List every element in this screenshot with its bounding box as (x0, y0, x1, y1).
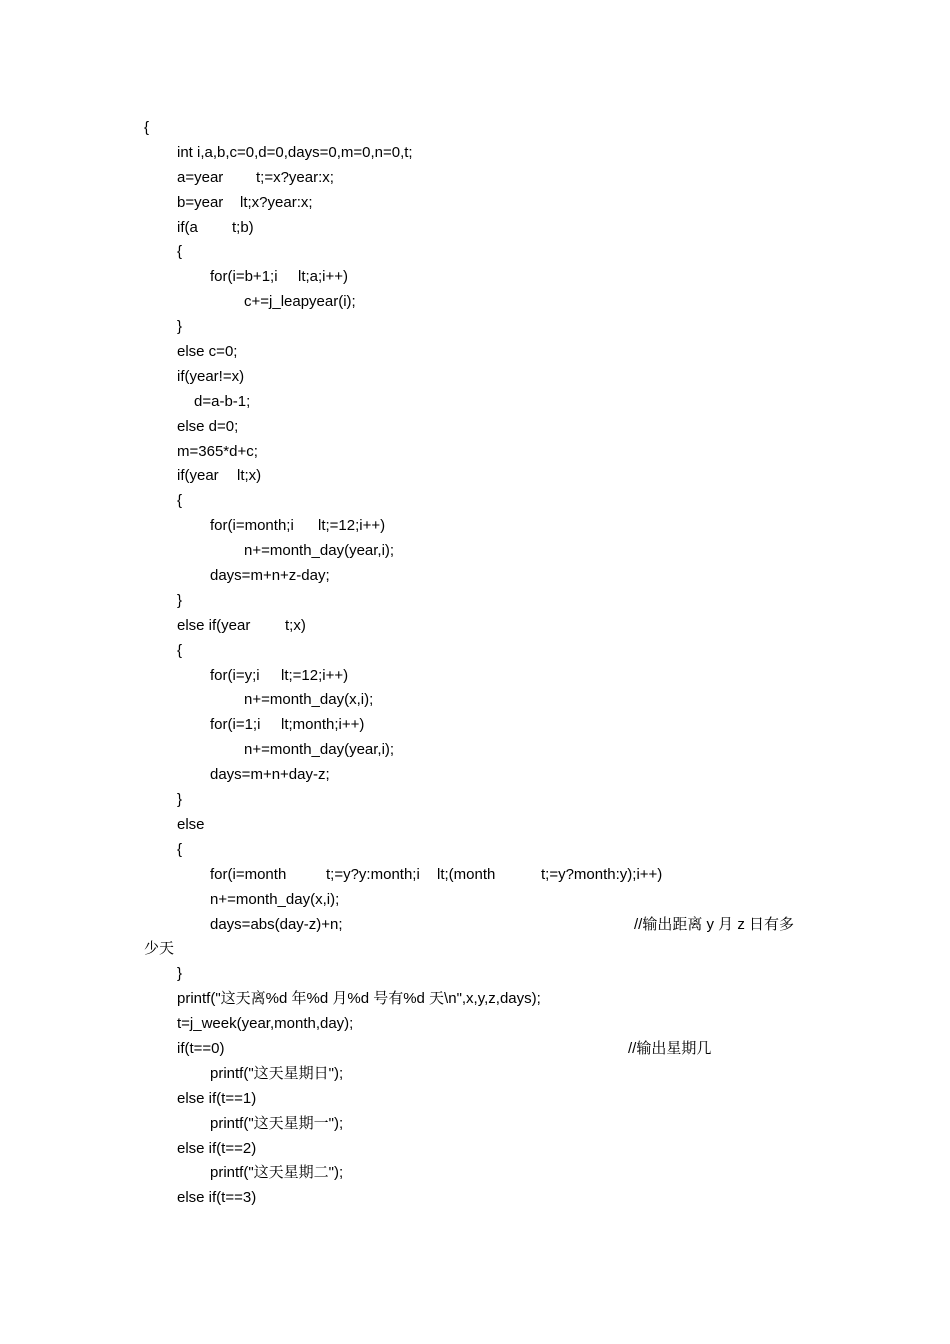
code-line (144, 1037, 824, 1062)
code-text: printf("这天星期日"); (210, 1064, 344, 1082)
code-text: a=year (177, 168, 224, 186)
code-text: { (177, 641, 183, 659)
code-text: for(i=b+1;i (210, 268, 278, 286)
code-text-continued: lt;x) (237, 467, 262, 485)
code-text-continued: lt;month;i++) (281, 716, 365, 734)
code-line (144, 614, 824, 639)
code-line (144, 464, 824, 489)
code-line (144, 589, 824, 614)
code-text: n+=month_day(year,i); (244, 542, 395, 560)
code-line (144, 216, 824, 241)
code-line (144, 987, 824, 1012)
code-line (144, 440, 824, 465)
code-line (144, 564, 824, 589)
code-line (144, 1087, 824, 1112)
code-text: c+=j_leapyear(i); (244, 293, 356, 311)
code-text: else d=0; (177, 417, 239, 435)
code-text: m=365*d+c; (177, 442, 258, 460)
code-line (144, 713, 824, 738)
code-text-continued: t;=y?y:month;i (326, 865, 420, 883)
code-text: else if(t==3) (177, 1189, 257, 1207)
code-text-continued: t;x) (285, 616, 306, 634)
code-line (144, 639, 824, 664)
code-line (144, 962, 824, 987)
code-text-continued: lt;x?year:x; (240, 193, 313, 211)
code-text: } (177, 591, 183, 609)
code-line (144, 265, 824, 290)
code-line (144, 1137, 824, 1162)
code-text-continued: t;=y?month:y);i++) (541, 865, 663, 883)
code-text: { (177, 840, 183, 858)
code-text: n+=month_day(year,i); (244, 741, 395, 759)
code-text: 少天 (144, 940, 175, 958)
code-text: for(i=y;i (210, 666, 260, 684)
code-text: for(i=month (210, 865, 287, 883)
code-line (144, 664, 824, 689)
code-line (144, 290, 824, 315)
code-line (144, 415, 824, 440)
code-line (144, 763, 824, 788)
code-text: days=abs(day-z)+n; (210, 915, 343, 933)
code-line (144, 539, 824, 564)
code-line (144, 913, 824, 938)
code-text: printf("这天离%d 年%d 月%d 号有%d 天\n",x,y,z,days); (177, 990, 541, 1008)
code-text-continued: t;=x?year:x; (256, 168, 334, 186)
code-line (144, 191, 824, 216)
code-text: else if(t==1) (177, 1089, 257, 1107)
code-text: days=m+n+z-day; (210, 567, 330, 585)
code-text: d=a-b-1; (194, 392, 251, 410)
code-text: int i,a,b,c=0,d=0,days=0,m=0,n=0,t; (177, 143, 413, 161)
code-line (144, 738, 824, 763)
code-line (144, 1161, 824, 1186)
code-line (144, 688, 824, 713)
code-text: t=j_week(year,month,day); (177, 1015, 354, 1033)
code-line (144, 1062, 824, 1087)
code-line (144, 514, 824, 539)
code-text: days=m+n+day-z; (210, 766, 330, 784)
code-line (144, 838, 824, 863)
code-text-continued: lt;=12;i++) (318, 517, 386, 535)
code-text: } (177, 318, 183, 336)
code-text: if(year (177, 467, 219, 485)
code-text: else if(t==2) (177, 1139, 257, 1157)
code-text-continued: lt;=12;i++) (281, 666, 349, 684)
code-line (144, 813, 824, 838)
code-line (144, 390, 824, 415)
code-text: n+=month_day(x,i); (210, 890, 340, 908)
code-text: } (177, 965, 183, 983)
code-line (144, 315, 824, 340)
code-text: for(i=1;i (210, 716, 261, 734)
code-line (144, 1012, 824, 1037)
code-line (144, 863, 824, 888)
code-line (144, 888, 824, 913)
code-line (144, 340, 824, 365)
code-text: if(year!=x) (177, 367, 245, 385)
code-text: else if(year (177, 616, 251, 634)
code-text: printf("这天星期一"); (210, 1114, 344, 1132)
code-text-continued: t;b) (232, 218, 254, 236)
code-text: printf("这天星期二"); (210, 1164, 344, 1182)
code-text: { (177, 243, 183, 261)
code-text: if(t==0) (177, 1039, 225, 1057)
code-text: { (177, 492, 183, 510)
code-text-continued: lt;a;i++) (298, 268, 349, 286)
code-line (144, 240, 824, 265)
code-text: for(i=month;i (210, 517, 294, 535)
code-line (144, 937, 824, 962)
code-text: } (177, 791, 183, 809)
code-line (144, 1186, 824, 1211)
code-text: else c=0; (177, 343, 238, 361)
code-line (144, 116, 824, 141)
code-text: { (144, 119, 150, 136)
code-text: n+=month_day(x,i); (244, 691, 374, 709)
code-text: if(a (177, 218, 198, 236)
code-text: else (177, 815, 205, 833)
code-line (144, 1112, 824, 1137)
code-line (144, 365, 824, 390)
code-line (144, 489, 824, 514)
code-text: b=year (177, 193, 224, 211)
code-block (144, 116, 824, 1211)
code-line (144, 141, 824, 166)
code-text-continued: //输出星期几 (628, 1039, 712, 1057)
code-line (144, 788, 824, 813)
code-text-continued: lt;(month (437, 865, 496, 883)
code-line (144, 166, 824, 191)
code-text-continued: //输出距离 y 月 z 日有多 (634, 915, 795, 933)
